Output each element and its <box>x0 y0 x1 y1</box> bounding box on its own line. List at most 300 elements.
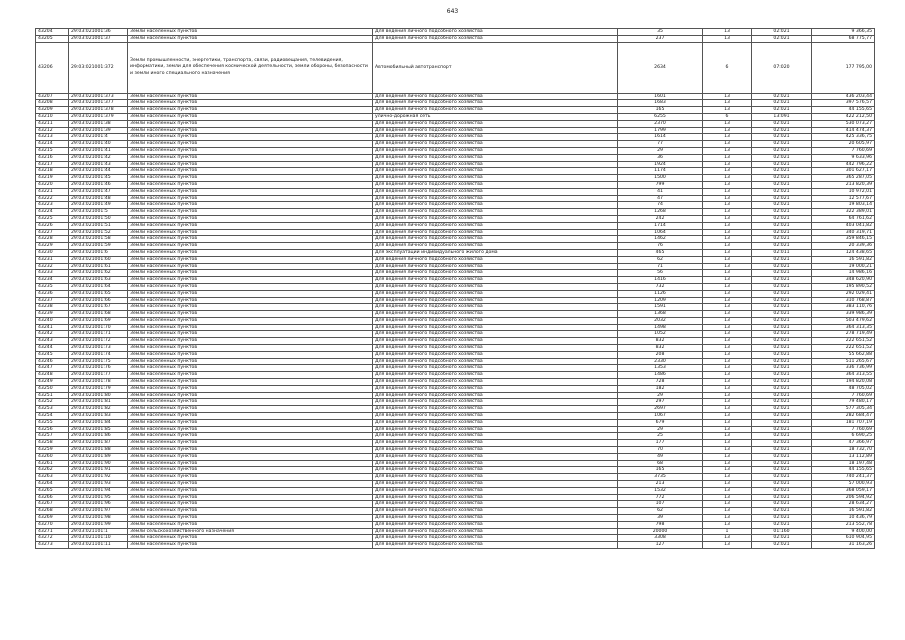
cadastral-number-cell: 29:03:021001:373 <box>69 93 128 100</box>
group-cell: 13 <box>703 290 752 297</box>
permitted-use-cell: Для ведения личного подсобного хозяйства <box>373 453 618 460</box>
land-category-cell: Земли населенных пунктов <box>128 474 373 481</box>
row-number-cell: 43248 <box>36 372 69 379</box>
row-number-cell: 43233 <box>36 270 69 277</box>
area-cell: 798 <box>618 521 703 528</box>
code-cell: 02:021 <box>752 501 812 508</box>
code-cell: 02:021 <box>752 358 812 365</box>
group-cell: 13 <box>703 399 752 406</box>
group-cell: 13 <box>703 494 752 501</box>
cadastral-number-cell: 29:03:021001:80 <box>69 392 128 399</box>
permitted-use-cell: Для ведения личного подсобного хозяйства <box>373 413 618 420</box>
permitted-use-cell: Для ведения личного подсобного хозяйства <box>373 107 618 114</box>
code-cell: 02:021 <box>752 419 812 426</box>
code-cell: 02:021 <box>752 317 812 324</box>
cadastral-value-cell: 339 986,39 <box>812 311 875 318</box>
land-category-cell: Земли населенных пунктов <box>128 236 373 243</box>
cadastral-value-cell: 194 820,08 <box>812 379 875 386</box>
area-cell: 62 <box>618 256 703 263</box>
land-category-cell: Земли населенных пунктов <box>128 93 373 100</box>
cadastral-value-cell: 503 479,62 <box>812 317 875 324</box>
area-cell: 68 <box>618 460 703 467</box>
land-category-cell: Земли населенных пунктов <box>128 379 373 386</box>
group-cell: 13 <box>703 413 752 420</box>
land-category-cell: Земли населенных пунктов <box>128 283 373 290</box>
permitted-use-cell: Для ведения личного подсобного хозяйства <box>373 508 618 515</box>
cadastral-number-cell: 29:03:021001:61 <box>69 263 128 270</box>
permitted-use-cell: Для ведения личного подсобного хозяйства <box>373 277 618 284</box>
land-category-cell: Земли населенных пунктов <box>128 331 373 338</box>
group-cell: 13 <box>703 426 752 433</box>
group-cell: 13 <box>703 331 752 338</box>
table-row <box>36 413 875 420</box>
area-cell: 107 <box>618 501 703 508</box>
group-cell: 13 <box>703 365 752 372</box>
cadastral-number-cell: 29:03:021001:71 <box>69 331 128 338</box>
row-number-cell: 43263 <box>36 474 69 481</box>
group-cell: 1 <box>703 528 752 535</box>
group-cell: 13 <box>703 209 752 216</box>
row-number-cell: 43210 <box>36 113 69 120</box>
land-category-cell: Земли населенных пунктов <box>128 345 373 352</box>
permitted-use-cell: Для ведения личного подсобного хозяйства <box>373 385 618 392</box>
permitted-use-cell: Для ведения личного подсобного хозяйства <box>373 419 618 426</box>
permitted-use-cell: Для ведения личного подсобного хозяйства <box>373 392 618 399</box>
land-category-cell: Земли населенных пунктов <box>128 195 373 202</box>
code-cell: 02:021 <box>752 181 812 188</box>
area-cell: 832 <box>618 338 703 345</box>
group-cell: 13 <box>703 188 752 195</box>
code-cell: 02:021 <box>752 222 812 229</box>
row-number-cell: 43257 <box>36 433 69 440</box>
cadastral-value-cell: 9 633,96 <box>812 154 875 161</box>
area-cell: 3308 <box>618 535 703 542</box>
cadastral-value-cell: 282 684,47 <box>812 413 875 420</box>
table-row <box>36 379 875 386</box>
row-number-cell: 43249 <box>36 379 69 386</box>
code-cell: 02:021 <box>752 297 812 304</box>
land-category-cell: Земли населенных пунктов <box>128 209 373 216</box>
code-cell: 02:021 <box>752 379 812 386</box>
permitted-use-cell: Для ведения личного подсобного хозяйства <box>373 447 618 454</box>
group-cell: 13 <box>703 29 752 36</box>
cadastral-value-cell: 19 803,14 <box>812 202 875 209</box>
land-category-cell: Земли населенных пунктов <box>128 392 373 399</box>
land-category-cell: Земли населенных пунктов <box>128 229 373 236</box>
area-cell: 1601 <box>618 93 703 100</box>
permitted-use-cell: Для ведения личного подсобного хозяйства <box>373 399 618 406</box>
area-cell: 1799 <box>618 127 703 134</box>
permitted-use-cell: Для ведения личного подсобного хозяйства <box>373 100 618 107</box>
cadastral-value-cell: 57 000,93 <box>812 481 875 488</box>
group-cell: 13 <box>703 508 752 515</box>
cadastral-value-cell: 206 594,92 <box>812 494 875 501</box>
table-row <box>36 270 875 277</box>
row-number-cell: 43235 <box>36 283 69 290</box>
cadastral-number-cell: 29:03:021001:78 <box>69 379 128 386</box>
row-number-cell: 43228 <box>36 236 69 243</box>
cadastral-value-cell: 301 627,17 <box>812 168 875 175</box>
cadastral-number-cell: 29:03:021001:44 <box>69 168 128 175</box>
row-number-cell: 43241 <box>36 324 69 331</box>
table-row <box>36 406 875 413</box>
row-number-cell: 43204 <box>36 29 69 36</box>
land-category-cell: Земли населенных пунктов <box>128 100 373 107</box>
row-number-cell: 43226 <box>36 222 69 229</box>
cadastral-number-cell: 29:03:021001:40 <box>69 141 128 148</box>
permitted-use-cell: Для ведения личного подсобного хозяйства <box>373 195 618 202</box>
area-cell: 6255 <box>618 113 703 120</box>
cadastral-value-cell: 68 775,77 <box>812 35 875 42</box>
row-number-cell: 43256 <box>36 426 69 433</box>
permitted-use-cell: Для ведения личного подсобного хозяйства <box>373 542 618 549</box>
code-cell: 02:021 <box>752 365 812 372</box>
row-number-cell: 43266 <box>36 494 69 501</box>
area-cell: 36 <box>618 154 703 161</box>
row-number-cell: 43218 <box>36 168 69 175</box>
group-cell: 13 <box>703 100 752 107</box>
group-cell: 13 <box>703 385 752 392</box>
cadastral-value-cell: 10 436,79 <box>812 515 875 522</box>
cadastral-value-cell: 19 000,21 <box>812 263 875 270</box>
area-cell: 1067 <box>618 413 703 420</box>
code-cell: 02:021 <box>752 487 812 494</box>
area-cell: 2697 <box>618 406 703 413</box>
table-row <box>36 161 875 168</box>
table-row <box>36 154 875 161</box>
table-row <box>36 521 875 528</box>
cadastral-value-cell: 124 438,65 <box>812 249 875 256</box>
land-category-cell: Земли населенных пунктов <box>128 521 373 528</box>
permitted-use-cell: Для ведения личного подсобного хозяйства <box>373 215 618 222</box>
land-category-cell: Земли населенных пунктов <box>128 487 373 494</box>
permitted-use-cell: Для ведения личного подсобного хозяйства <box>373 433 618 440</box>
code-cell: 02:021 <box>752 229 812 236</box>
area-cell: 1416 <box>618 277 703 284</box>
permitted-use-cell: Для ведения личного подсобного хозяйства <box>373 317 618 324</box>
group-cell: 13 <box>703 195 752 202</box>
group-cell: 13 <box>703 202 752 209</box>
cadastral-value-cell: 422 212,50 <box>812 113 875 120</box>
area-cell: 47 <box>618 195 703 202</box>
row-number-cell: 43224 <box>36 209 69 216</box>
permitted-use-cell: Для ведения личного подсобного хозяйства <box>373 345 618 352</box>
cadastral-value-cell: 403 041,82 <box>812 222 875 229</box>
cadastral-value-cell: 18 197,48 <box>812 460 875 467</box>
cadastral-number-cell: 29:03:021001:42 <box>69 154 128 161</box>
row-number-cell: 43238 <box>36 304 69 311</box>
cadastral-number-cell: 29:03:021001:45 <box>69 175 128 182</box>
table-row <box>36 195 875 202</box>
cadastral-number-cell: 29:03:021001:66 <box>69 297 128 304</box>
row-number-cell: 43239 <box>36 311 69 318</box>
land-category-cell: Земли населенных пунктов <box>128 147 373 154</box>
cadastral-value-cell: 336 736,99 <box>812 365 875 372</box>
land-category-cell: Земли населенных пунктов <box>128 508 373 515</box>
code-cell: 02:021 <box>752 107 812 114</box>
cadastral-number-cell: 29:03:021001:38 <box>69 120 128 127</box>
area-cell: 1209 <box>618 297 703 304</box>
land-category-cell: Земли населенных пунктов <box>128 453 373 460</box>
cadastral-number-cell: 29:03:021001:82 <box>69 406 128 413</box>
land-category-cell: Земли населенных пунктов <box>128 351 373 358</box>
cadastral-value-cell: 16 591,82 <box>812 256 875 263</box>
area-cell: 297 <box>618 399 703 406</box>
code-cell: 02:021 <box>752 515 812 522</box>
land-category-cell: Земли населенных пунктов <box>128 113 373 120</box>
area-cell: 41 <box>618 188 703 195</box>
table-row <box>36 249 875 256</box>
table-row <box>36 447 875 454</box>
cadastral-number-cell: 29:03:021001:92 <box>69 474 128 481</box>
code-cell: 02:021 <box>752 243 812 250</box>
group-cell: 13 <box>703 229 752 236</box>
code-cell: 02:021 <box>752 141 812 148</box>
cadastral-number-cell: 29:03:021001:372 <box>69 42 128 93</box>
cadastral-value-cell: 28 634,27 <box>812 501 875 508</box>
row-number-cell: 43231 <box>36 256 69 263</box>
table-row <box>36 181 875 188</box>
group-cell: 13 <box>703 141 752 148</box>
land-category-cell: Земли населенных пунктов <box>128 447 373 454</box>
cadastral-value-cell: 365 287,05 <box>812 175 875 182</box>
code-cell: 02:021 <box>752 535 812 542</box>
permitted-use-cell: Для ведения личного подсобного хозяйства <box>373 528 618 535</box>
row-number-cell: 43252 <box>36 399 69 406</box>
table-row <box>36 535 875 542</box>
area-cell: 1462 <box>618 236 703 243</box>
table-row <box>36 501 875 508</box>
code-cell: 02:021 <box>752 324 812 331</box>
group-cell: 13 <box>703 236 752 243</box>
area-cell: 1714 <box>618 222 703 229</box>
row-number-cell: 43211 <box>36 120 69 127</box>
land-category-cell: Земли населенных пунктов <box>128 467 373 474</box>
cadastral-value-cell: 340 319,71 <box>812 229 875 236</box>
cadastral-value-cell: 577 305,34 <box>812 406 875 413</box>
cadastral-value-cell: 181 707,19 <box>812 419 875 426</box>
permitted-use-cell: Для ведения личного подсобного хозяйства <box>373 35 618 42</box>
land-category-cell: Земли населенных пунктов <box>128 35 373 42</box>
land-category-cell: Земли населенных пунктов <box>128 222 373 229</box>
code-cell: 02:021 <box>752 147 812 154</box>
area-cell: 74 <box>618 202 703 209</box>
code-cell: 02:021 <box>752 304 812 311</box>
cadastral-number-cell: 29:03:021001:51 <box>69 222 128 229</box>
cadastral-number-cell: 29:03:021001:39 <box>69 127 128 134</box>
cadastral-value-cell: 48 705,02 <box>812 385 875 392</box>
cadastral-number-cell: 29:03:021001:95 <box>69 494 128 501</box>
cadastral-value-cell: 177 795,00 <box>812 42 875 93</box>
area-cell: 2370 <box>618 120 703 127</box>
land-category-cell: Земли населенных пунктов <box>128 297 373 304</box>
code-cell: 02:021 <box>752 175 812 182</box>
cadastral-number-cell: 29:03:021001:49 <box>69 202 128 209</box>
code-cell: 02:021 <box>752 460 812 467</box>
cadastral-number-cell: 29:03:021001:93 <box>69 481 128 488</box>
cadastral-number-cell: 29:03:021001:6 <box>69 249 128 256</box>
cadastral-number-cell: 29:03:021001:60 <box>69 256 128 263</box>
row-number-cell: 43217 <box>36 161 69 168</box>
land-category-cell: Земли населенных пунктов <box>128 188 373 195</box>
code-cell: 02:021 <box>752 120 812 127</box>
table-row <box>36 460 875 467</box>
row-number-cell: 43219 <box>36 175 69 182</box>
cadastral-value-cell: 292 029,41 <box>812 290 875 297</box>
table-row <box>36 222 875 229</box>
code-cell: 02:021 <box>752 453 812 460</box>
group-cell: 13 <box>703 283 752 290</box>
code-cell: 02:021 <box>752 236 812 243</box>
cadastral-number-cell: 29:03:021001:79 <box>69 385 128 392</box>
row-number-cell: 43237 <box>36 297 69 304</box>
land-category-cell: Земли промышленности, энергетики, транспорта, связи, радиовещания, телевидения, информатики, земли для обеспечения космической деятельности, земли обороны, безопасности и земли иного специального назначения <box>128 42 373 93</box>
cadastral-value-cell: 55 662,88 <box>812 351 875 358</box>
area-cell: 1486 <box>618 372 703 379</box>
cadastral-number-cell: 29:03:021001:58 <box>69 236 128 243</box>
permitted-use-cell: Для ведения личного подсобного хозяйства <box>373 236 618 243</box>
group-cell: 6 <box>703 113 752 120</box>
code-cell: 02:021 <box>752 168 812 175</box>
cadastral-number-cell: 29:03:021001:379 <box>69 113 128 120</box>
row-number-cell: 43242 <box>36 331 69 338</box>
cadastral-number-cell: 29:03:021001:83 <box>69 413 128 420</box>
land-category-cell: Земли населенных пунктов <box>128 256 373 263</box>
row-number-cell: 43262 <box>36 467 69 474</box>
code-cell: 02:021 <box>752 311 812 318</box>
table-row <box>36 453 875 460</box>
land-category-cell: Земли населенных пунктов <box>128 433 373 440</box>
group-cell: 13 <box>703 311 752 318</box>
cadastral-value-cell: 13 112,89 <box>812 453 875 460</box>
code-cell: 02:021 <box>752 283 812 290</box>
code-cell: 02:021 <box>752 372 812 379</box>
group-cell: 13 <box>703 256 752 263</box>
group-cell: 13 <box>703 467 752 474</box>
table-row <box>36 481 875 488</box>
row-number-cell: 43264 <box>36 481 69 488</box>
land-category-cell: Земли населенных пунктов <box>128 535 373 542</box>
table-row <box>36 188 875 195</box>
permitted-use-cell: Для ведения личного подсобного хозяйства <box>373 521 618 528</box>
group-cell: 13 <box>703 392 752 399</box>
code-cell: 02:021 <box>752 413 812 420</box>
group-cell: 13 <box>703 154 752 161</box>
land-category-cell: Земли населенных пунктов <box>128 141 373 148</box>
row-number-cell: 43243 <box>36 338 69 345</box>
table-row <box>36 528 875 535</box>
code-cell: 02:021 <box>752 426 812 433</box>
land-category-cell: Земли населенных пунктов <box>128 304 373 311</box>
cadastral-number-cell: 29:03:021001:99 <box>69 521 128 528</box>
area-cell: 732 <box>618 283 703 290</box>
table-row <box>36 134 875 141</box>
cadastral-number-cell: 29:03:021001:69 <box>69 317 128 324</box>
land-category-cell: Земли населенных пунктов <box>128 358 373 365</box>
permitted-use-cell: Для ведения личного подсобного хозяйства <box>373 93 618 100</box>
group-cell: 13 <box>703 406 752 413</box>
table-row <box>36 209 875 216</box>
area-cell: 242 <box>618 215 703 222</box>
cadastral-value-cell: 213 552,78 <box>812 521 875 528</box>
cadastral-number-cell: 29:03:021101:10 <box>69 535 128 542</box>
land-category-cell: Земли населенных пунктов <box>128 290 373 297</box>
area-cell: 465 <box>618 249 703 256</box>
permitted-use-cell: Для ведения личного подсобного хозяйства <box>373 270 618 277</box>
table-row <box>36 127 875 134</box>
row-number-cell: 43270 <box>36 521 69 528</box>
cadastral-value-cell: 610 904,95 <box>812 535 875 542</box>
table-row <box>36 290 875 297</box>
table-row <box>36 93 875 100</box>
code-cell: 02:021 <box>752 385 812 392</box>
table-row <box>36 202 875 209</box>
cadastral-value-cell: 79 480,17 <box>812 399 875 406</box>
cadastral-number-cell: 29:03:021001:5 <box>69 209 128 216</box>
group-cell: 13 <box>703 419 752 426</box>
cadastral-value-cell: 310 768,87 <box>812 297 875 304</box>
row-number-cell: 43215 <box>36 147 69 154</box>
cadastral-number-cell: 29:03:021001:91 <box>69 467 128 474</box>
permitted-use-cell: Для ведения личного подсобного хозяйства <box>373 154 618 161</box>
area-cell: 77 <box>618 141 703 148</box>
cadastral-value-cell: 44 155,65 <box>812 107 875 114</box>
land-category-cell: Земли населенных пунктов <box>128 460 373 467</box>
cadastral-number-cell: 29:03:021001:36 <box>69 29 128 36</box>
area-cell: 1924 <box>618 161 703 168</box>
permitted-use-cell: Для ведения личного подсобного хозяйства <box>373 515 618 522</box>
code-cell: 02:021 <box>752 406 812 413</box>
cadastral-value-cell: 9 400,00 <box>812 528 875 535</box>
permitted-use-cell: Для ведения личного подсобного хозяйства <box>373 338 618 345</box>
row-number-cell: 43253 <box>36 406 69 413</box>
permitted-use-cell: Для ведения личного подсобного хозяйства <box>373 474 618 481</box>
cadastral-value-cell: 425 336,75 <box>812 134 875 141</box>
table-row <box>36 467 875 474</box>
area-cell: 2032 <box>618 317 703 324</box>
row-number-cell: 43258 <box>36 440 69 447</box>
row-number-cell: 43223 <box>36 202 69 209</box>
area-cell: 1683 <box>618 100 703 107</box>
table-row <box>36 168 875 175</box>
cadastral-number-cell: 29:03:021001:48 <box>69 195 128 202</box>
permitted-use-cell: Для ведения личного подсобного хозяйства <box>373 440 618 447</box>
area-cell: 2330 <box>618 358 703 365</box>
permitted-use-cell: Для ведения личного подсобного хозяйства <box>373 311 618 318</box>
table-row <box>36 113 875 120</box>
group-cell: 13 <box>703 379 752 386</box>
permitted-use-cell: Для ведения личного подсобного хозяйства <box>373 209 618 216</box>
land-category-cell: Земли населенных пунктов <box>128 263 373 270</box>
group-cell: 13 <box>703 460 752 467</box>
land-category-cell: Земли населенных пунктов <box>128 542 373 549</box>
table-row <box>36 283 875 290</box>
cadastral-number-cell: 29:03:021001:96 <box>69 501 128 508</box>
area-cell: 728 <box>618 379 703 386</box>
area-cell: 1353 <box>618 365 703 372</box>
permitted-use-cell: улично-дорожная сеть <box>373 113 618 120</box>
permitted-use-cell: Для ведения личного подсобного хозяйства <box>373 379 618 386</box>
code-cell: 02:011 <box>752 249 812 256</box>
group-cell: 13 <box>703 542 752 549</box>
row-number-cell: 43268 <box>36 508 69 515</box>
row-number-cell: 43260 <box>36 453 69 460</box>
code-cell: 02:021 <box>752 345 812 352</box>
table-row <box>36 100 875 107</box>
row-number-cell: 43227 <box>36 229 69 236</box>
cadastral-value-cell: 7 760,69 <box>812 426 875 433</box>
table-row <box>36 372 875 379</box>
